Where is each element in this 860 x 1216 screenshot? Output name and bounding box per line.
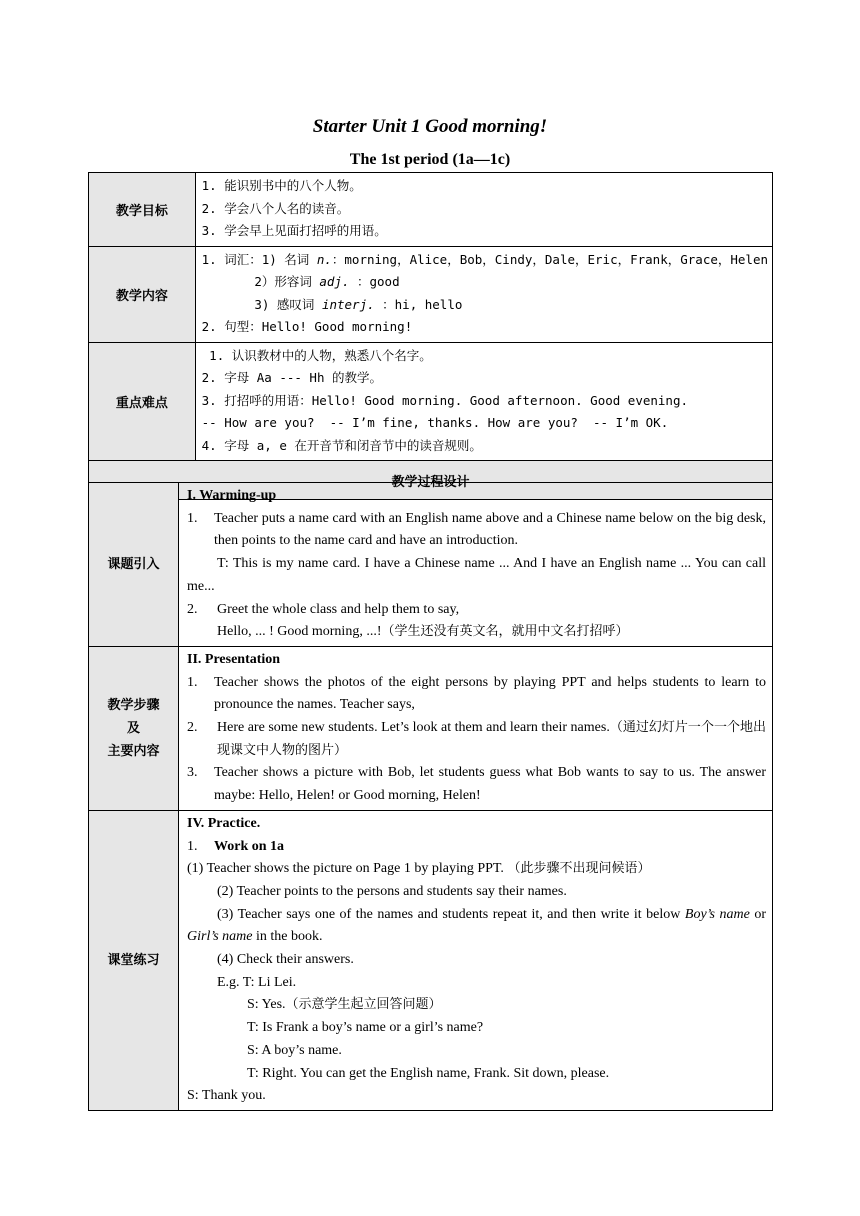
keypoints-label: 重点难点 — [89, 342, 196, 461]
practice-step: (1) Teacher shows the picture on Page 1 by playing PPT. （此步骤不出现问候语） — [187, 861, 651, 877]
practice-step: (4) Check their answers. — [217, 952, 354, 968]
practice-content — [179, 810, 773, 1110]
presentation-content — [179, 646, 773, 810]
keypoints-content — [195, 342, 772, 461]
sentence-patterns: 2. 句型：Hello! Good morning! — [201, 319, 413, 334]
vocab-adjectives: 2）形容词 adj. ：good — [201, 274, 400, 289]
dialogue-line: S: A boy’s name. — [247, 1042, 342, 1058]
plan-table-process — [88, 482, 773, 1111]
section-heading: IV. Practice. — [187, 815, 261, 831]
teacher-quote: T: This is my name card. I have a Chinese name ... And I have an English name ... You can call me... — [187, 556, 766, 594]
greeting-example: Hello, ... ! Good morning, ...!（学生还没有英文名，就用中文名打招呼） — [217, 624, 629, 640]
keypoint-item: -- How are you? -- I’m fine, thanks. How are you? -- I’m OK. — [201, 415, 669, 430]
section-heading: II. Presentation — [187, 651, 281, 667]
step-item: 3. Teacher shows a picture with Bob, let students guess what Bob wants to say to us. The answer maybe: Hello, Helen! or Good morning, Helen! — [187, 765, 766, 804]
content-label: 教学内容 — [89, 246, 196, 342]
step-item: 1. Teacher puts a name card with an English name above and a Chinese name below on the big desk, then points to the name card and have an introduction. — [187, 510, 766, 549]
intro-label: 课题引入 — [89, 483, 179, 647]
objective-item: 2. 学会八个人名的读音。 — [201, 200, 350, 216]
period-subtitle: The 1st period (1a—1c) — [349, 151, 511, 168]
process-header: 教学过程设计 — [89, 461, 773, 500]
intro-content — [179, 483, 773, 647]
keypoint-item: 3. 打招呼的用语：Hello! Good morning. Good afternoon. Good evening. — [201, 392, 688, 408]
step-item: 1. Work on 1a — [187, 838, 285, 854]
example-line: E.g. T: Li Lei. — [217, 974, 297, 990]
section-heading: I. Warming-up — [187, 488, 277, 503]
keypoint-item: 4. 字母 a, e 在开音节和闭音节中的读音规则。 — [201, 437, 482, 453]
dialogue-line: S: Yes.（示意学生起立回答问题） — [247, 997, 442, 1013]
step-item: 2. Here are some new students. Let’s look at them and learn their names.（通过幻灯片一个一个地出现课文中人物的图片） — [187, 720, 766, 758]
keypoints-row — [89, 342, 773, 461]
plan-table-top — [88, 172, 773, 500]
objective-item: 3. 学会早上见面打招呼的用语。 — [201, 223, 387, 238]
practice-step: (2) Teacher points to the persons and students say their names. — [217, 883, 567, 899]
vocab-interjections: 3) 感叹词 interj. ：hi, hello — [201, 296, 463, 312]
step-item: 2. Greet the whole class and help them to say, — [187, 601, 460, 617]
document-title: Starter Unit 1 Good morning! — [312, 116, 548, 137]
objectives-row — [89, 173, 773, 247]
dialogue-line: T: Is Frank a boy’s name or a girl’s name? — [247, 1020, 484, 1036]
presentation-row — [89, 646, 773, 810]
objectives-content — [195, 173, 772, 247]
intro-row — [89, 483, 773, 647]
objectives-label: 教学目标 — [89, 173, 196, 247]
vocab-nouns: 1. 词汇：1) 名词 n.：morning，Alice，Bob，Cindy，Dale，Eric，Frank，Grace，Helen — [201, 251, 768, 267]
practice-label: 课堂练习 — [89, 810, 179, 1110]
dialogue-line: S: Thank you. — [187, 1088, 266, 1104]
practice-row — [89, 810, 773, 1110]
practice-step: (3) Teacher says one of the names and students repeat it, and then write it below Boy’s name or Girl’s name in the book. — [187, 906, 767, 945]
content-cell — [195, 246, 772, 342]
presentation-label: 教学步骤 及 主要内容 — [89, 646, 179, 810]
keypoint-item: 2. 字母 Aa --- Hh 的教学。 — [201, 370, 382, 385]
objective-item: 1. 能识别书中的八个人物。 — [201, 178, 362, 193]
keypoint-item: 1. 认识教材中的人物，熟悉八个名字。 — [201, 347, 432, 363]
content-row — [89, 246, 773, 342]
dialogue-line: T: Right. You can get the English name, Frank. Sit down, please. — [247, 1065, 610, 1081]
step-item: 1. Teacher shows the photos of the eight persons by playing PPT and helps students to learn to pronounce the names. Teacher says, — [187, 674, 766, 713]
